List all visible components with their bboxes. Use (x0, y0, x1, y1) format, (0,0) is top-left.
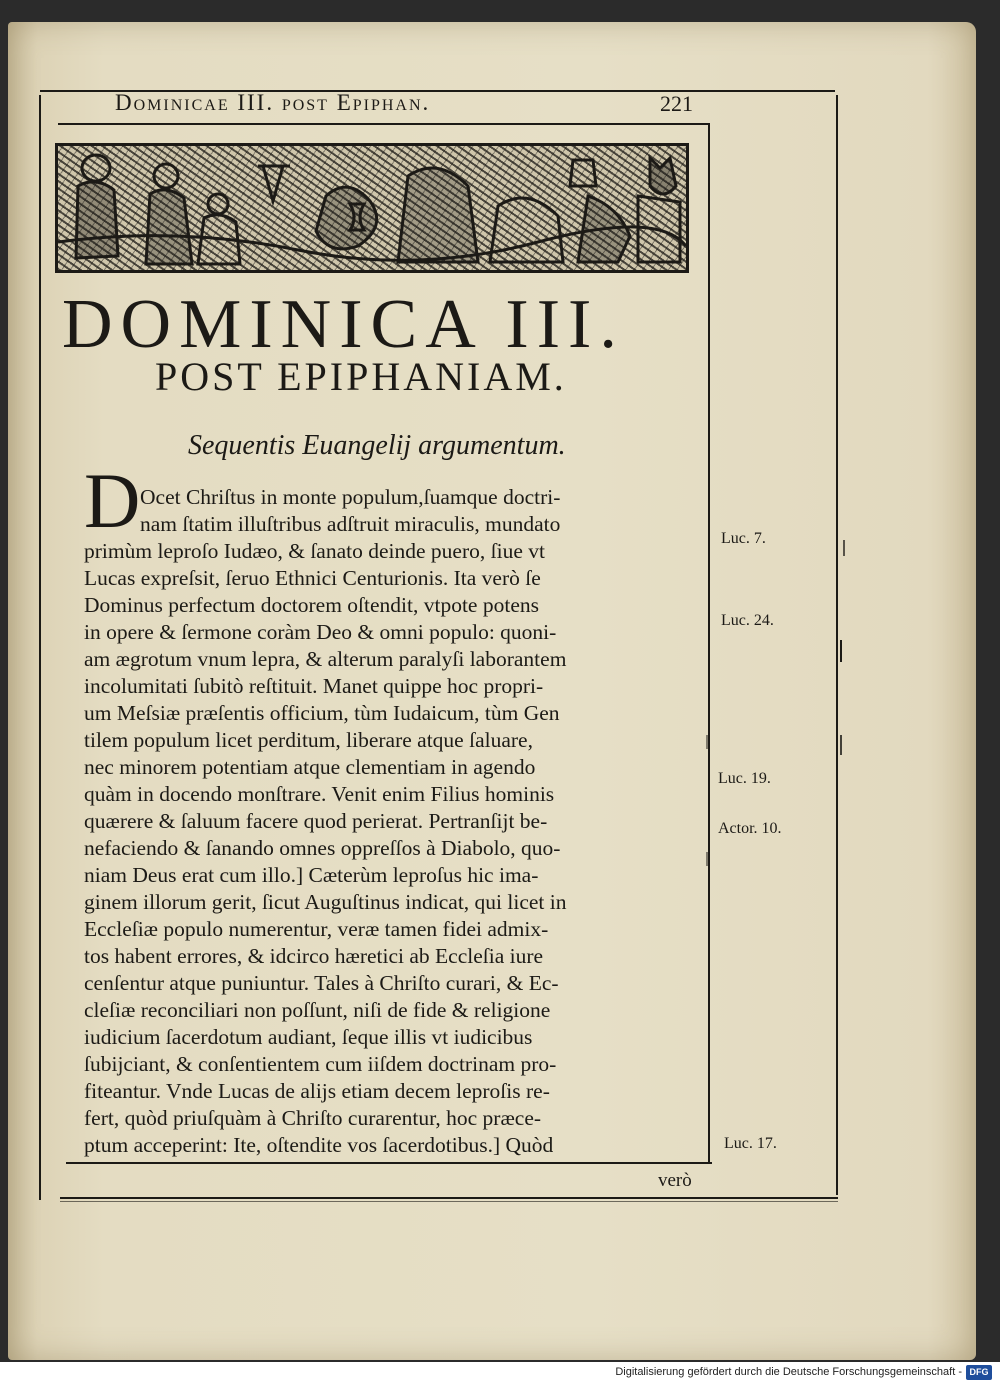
text-line: iudicium ſacerdotum audiant, ſeque illis vt iudicibus (84, 1025, 533, 1049)
text-line: tos habent errores, & idcirco hæretici ab Eccleſia iure (84, 944, 544, 968)
margin-column-right-rule (836, 95, 838, 1195)
marginal-reference: Luc. 24. (721, 612, 774, 629)
text-line: tilem populum licet perditum, liberare atque ſaluare, (84, 728, 533, 752)
text-line: incolumitati ſubitò reſtituit. Manet quippe hoc propri- (84, 674, 544, 698)
text-line: niam Deus erat cum illo.] Cæterùm leproſus hic ima- (84, 863, 539, 887)
left-rule (39, 95, 41, 1200)
marginal-reference: Actor. 10. (718, 820, 782, 837)
text-line: in opere & ſermone coràm Deo & omni populo: quoni- (84, 620, 557, 644)
text-bottom-rule (66, 1162, 712, 1164)
page-bottom-rule (60, 1197, 838, 1199)
section-heading: Sequentis Euangelij argumentum. (188, 430, 566, 461)
margin-ink-mark (706, 735, 708, 749)
page-subtitle: POST EPIPHANIAM. (155, 354, 567, 399)
margin-ink-mark (840, 735, 842, 755)
text-line: Dominus perfectum doctorem oſtendit, vtpote potens (84, 593, 539, 617)
text-line: Ocet Chriſtus in monte populum,ſuamque doctri- (140, 485, 561, 509)
text-line: nam ſtatim illuſtribus adſtruit miraculis, mundato (140, 512, 561, 536)
dfg-logo-icon: DFG (966, 1365, 992, 1380)
text-line: cenſentur atque puniuntur. Tales à Chriſto curari, & Ec- (84, 971, 559, 995)
drop-cap: D (84, 457, 141, 544)
text-line: Lucas expreſsit, ſeruo Ethnici Centurionis. Ita verò ſe (84, 566, 541, 590)
text-line: nefaciendo & ſanando omnes oppreſſos à Diabolo, quo- (84, 836, 561, 860)
page-title: DOMINICA III. (62, 286, 625, 363)
header-underline (58, 123, 710, 125)
text-line: fiteantur. Vnde Lucas de alijs etiam decem leproſis re- (84, 1079, 550, 1103)
digitization-credit: Digitalisierung gefördert durch die Deutsche Forschungsgemeinschaft - (615, 1366, 962, 1378)
text-line: ginem illorum gerit, ſicut Auguſtinus indicat, qui licet in (84, 890, 567, 914)
marginal-reference: Luc. 19. (718, 770, 771, 787)
margin-ink-mark (843, 540, 845, 556)
page-number: 221 (660, 91, 693, 116)
marginal-reference: Luc. 17. (724, 1135, 777, 1152)
margin-ink-mark (706, 852, 708, 866)
text-line: am ægrotum vnum lepra, & alterum paralyſi laborantem (84, 647, 567, 671)
text-line: cleſiæ reconciliari non poſſunt, niſi de fide & religione (84, 998, 551, 1022)
catchword: verò (658, 1170, 692, 1191)
text-line: quærere & ſaluum facere quod perierat. Pertranſijt be- (84, 809, 548, 833)
page-bottom-rule-shadow (60, 1201, 838, 1202)
text-line: nec minorem potentiam atque clementiam in agendo (84, 755, 536, 779)
text-line: fert, quòd priuſquàm à Chriſto curarentur, hoc præce- (84, 1106, 542, 1130)
text-column-right-rule (708, 123, 710, 1163)
marginal-reference: Luc. 7. (721, 530, 766, 547)
running-title: Dominicae III. post Epiphan. (115, 90, 431, 115)
woodcut-illustration-icon (55, 143, 689, 273)
text-line: ſubijciant, & conſentientem cum iiſdem doctrinam pro- (84, 1052, 557, 1076)
text-line: primùm leproſo Iudæo, & ſanato deinde puero, ſiue vt (84, 539, 545, 563)
text-line: quàm in docendo monſtrare. Venit enim Filius hominis (84, 782, 555, 806)
text-line: ptum acceperint: Ite, oſtendite vos ſacerdotibus.] Quòd (84, 1133, 554, 1157)
margin-ink-mark (840, 640, 842, 662)
text-line: um Meſsiæ præſentis officium, tùm Iudaicum, tùm Gen (84, 701, 560, 725)
text-line: Eccleſiæ populo numerentur, veræ tamen fidei admix- (84, 917, 549, 941)
